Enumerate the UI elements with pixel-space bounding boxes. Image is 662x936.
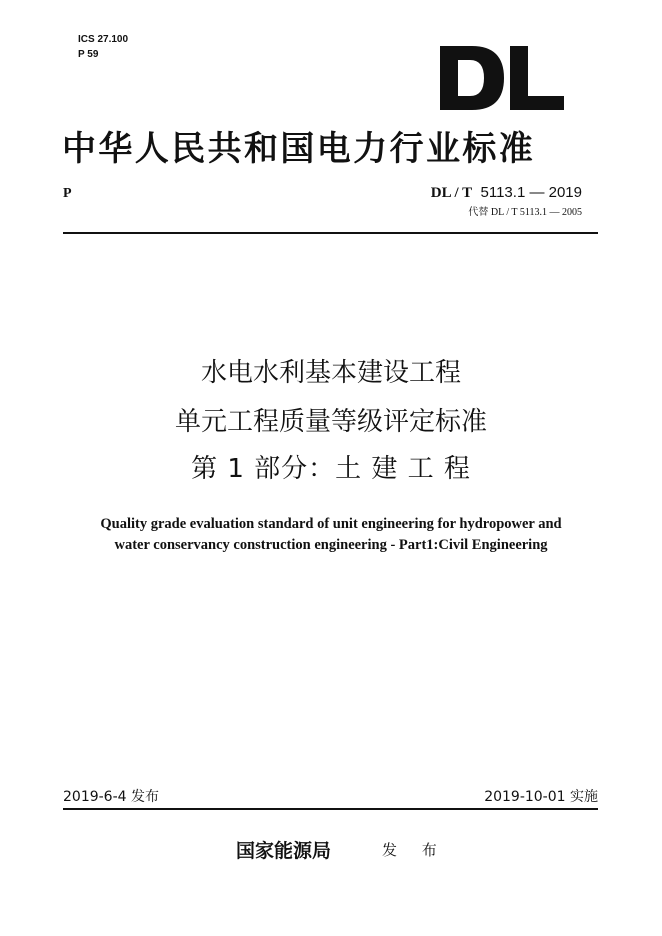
standard-number-block (431, 184, 582, 218)
issuing-authority: 国家能源局 (236, 840, 332, 862)
classification-letter: P (63, 186, 72, 201)
ics-code: ICS 27.100 (78, 34, 129, 45)
publish-date: 2019-6-4 发布 (63, 789, 159, 805)
english-title (0, 514, 662, 556)
replaced-standard: 代替 DL / T 5113.1 — 2005 (468, 207, 582, 218)
english-title-line-2: water conservancy construction engineering - Part1:Civil Engineering (114, 537, 548, 553)
classification-codes (78, 32, 128, 62)
ccs-code: P 59 (78, 49, 99, 60)
standard-prefix: DL / T (430, 185, 473, 201)
title-line-1: 水电水利基本建设工程 (200, 358, 461, 388)
dl-logo (438, 44, 566, 112)
title-line-3: 第 1 部分：土 建 工 程 (191, 454, 471, 484)
industry-standard-title: 中华人民共和国电力行业标准 (62, 129, 536, 169)
bottom-divider (63, 808, 598, 810)
title-line-2: 单元工程质量等级评定标准 (174, 407, 487, 437)
effective-date: 2019-10-01 实施 (484, 789, 598, 805)
standard-code: 5113.1 — 2019 (480, 184, 582, 201)
english-title-line-1: Quality grade evaluation standard of unit engineering for hydropower and (100, 516, 562, 532)
top-divider (63, 232, 598, 234)
issue-label: 发 布 (382, 841, 447, 859)
standard-number (431, 184, 582, 202)
